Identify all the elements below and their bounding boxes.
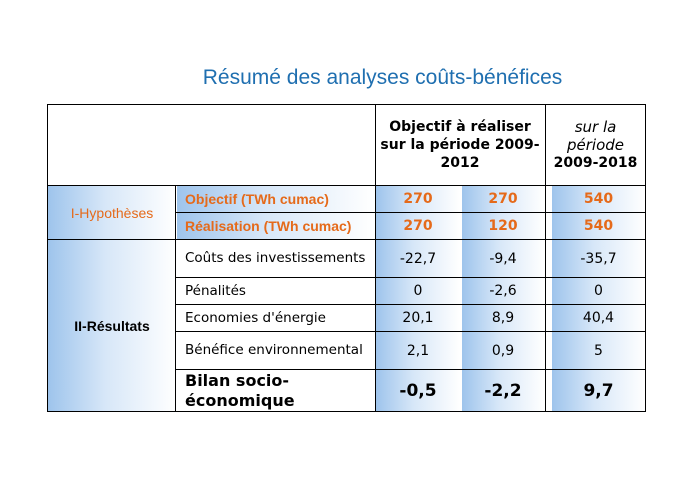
grid-line-h-r4 — [176, 304, 646, 305]
section-resultats-label: II-Résultats — [74, 317, 150, 334]
value-text: -22,7 — [399, 250, 437, 267]
value-text: 120 — [488, 218, 518, 234]
grid-line-h-r3 — [176, 277, 646, 278]
section-hypotheses-label: I-Hypothèses — [70, 204, 154, 221]
value-text: -9,4 — [489, 250, 517, 267]
value-text: 540 — [583, 218, 614, 234]
value-text: 270 — [403, 191, 433, 207]
header-periode-2018 — [546, 105, 645, 185]
value-text: -2,2 — [484, 380, 522, 401]
row-label-bilan-text: Bilan socio-économique — [185, 370, 295, 410]
value-text: -0,5 — [399, 380, 437, 401]
value-text: 5 — [594, 342, 603, 359]
header-objectif — [376, 105, 544, 185]
value-couts-c3 — [552, 240, 645, 277]
value-benefice-c3 — [552, 332, 645, 369]
value-bilan-c3 — [552, 370, 645, 411]
row-label-objectif — [177, 186, 374, 212]
value-benefice-c1 — [376, 332, 460, 369]
value-penalites-c3 — [552, 278, 645, 304]
value-text: 0,9 — [491, 342, 515, 359]
row-label-benefice — [177, 332, 374, 369]
value-economies-c1 — [376, 305, 460, 331]
value-realisation-c1 — [376, 213, 460, 239]
value-text: 40,4 — [582, 310, 615, 326]
row-label-penalites-text: Pénalités — [185, 282, 246, 299]
value-objectif-c1 — [376, 186, 460, 212]
grid-line-h-sections — [47, 239, 646, 240]
grid-line-h-r5 — [176, 331, 646, 332]
grid-line-h-r1 — [176, 212, 646, 213]
grid-line-v3 — [545, 104, 546, 412]
value-text: 270 — [403, 218, 433, 234]
value-text: 540 — [583, 191, 614, 207]
row-label-realisation-text: Réalisation (TWh cumac) — [185, 217, 352, 234]
value-text: 20,1 — [402, 310, 434, 326]
value-couts-c2 — [462, 240, 544, 277]
value-bilan-c2 — [462, 370, 544, 411]
header-periode-line3: 2009-2018 — [553, 155, 638, 171]
value-text: 8,9 — [491, 310, 515, 326]
value-realisation-c3 — [552, 213, 645, 239]
value-realisation-c2 — [462, 213, 544, 239]
page-title: Résumé des analyses coûts-bénéfices — [202, 66, 563, 89]
header-periode-line2: période — [566, 136, 624, 154]
section-resultats — [48, 240, 176, 411]
value-text: 270 — [488, 191, 518, 207]
value-penalites-c2 — [462, 278, 544, 304]
section-hypotheses — [48, 186, 176, 239]
value-text: 2,1 — [406, 342, 430, 359]
value-text: -35,7 — [580, 250, 617, 267]
grid-line-h-header — [47, 185, 646, 186]
row-label-economies-text: Economies d'énergie — [185, 309, 326, 326]
grid-line-v1 — [175, 185, 176, 412]
value-benefice-c2 — [462, 332, 544, 369]
value-economies-c3 — [552, 305, 645, 331]
row-label-benefice-text: Bénéfice environnemental — [185, 342, 363, 358]
row-label-objectif-text: Objectif (TWh cumac) — [185, 190, 329, 207]
row-label-realisation — [177, 213, 374, 239]
grid-line-v2 — [375, 104, 376, 412]
row-label-penalites — [177, 278, 374, 304]
value-text: 9,7 — [583, 380, 614, 401]
row-label-economies — [177, 305, 374, 331]
header-periode-line1: sur la — [574, 118, 617, 136]
row-label-couts — [177, 240, 374, 277]
value-text: 0 — [594, 283, 603, 299]
value-couts-c1 — [376, 240, 460, 277]
value-text: -2,6 — [489, 283, 517, 299]
row-label-bilan — [177, 370, 374, 411]
value-text: 0 — [413, 283, 423, 299]
value-penalites-c1 — [376, 278, 460, 304]
header-objectif-text: Objectif à réaliser sur la période 2009-2012 — [380, 119, 540, 171]
value-objectif-c2 — [462, 186, 544, 212]
grid-line-h-r6 — [176, 369, 646, 370]
value-objectif-c3 — [552, 186, 645, 212]
value-economies-c2 — [462, 305, 544, 331]
row-label-couts-text: Coûts des investissements — [185, 250, 366, 266]
value-bilan-c1 — [376, 370, 460, 411]
